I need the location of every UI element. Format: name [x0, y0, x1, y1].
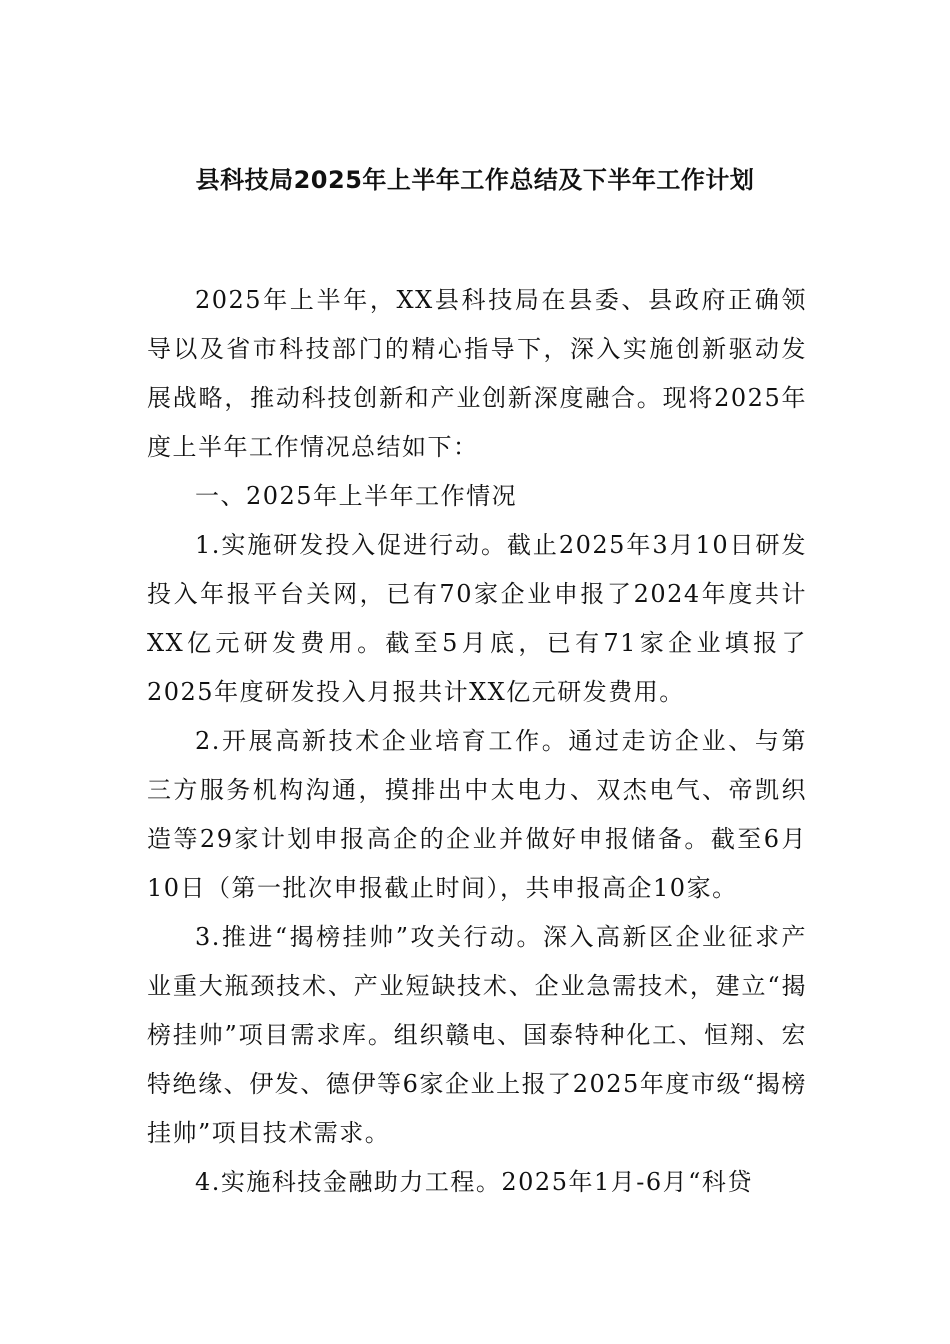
document-body [147, 276, 807, 1207]
paragraph-item-4: 4.实施科技金融助力工程。2025年1月-6月“科贷 [195, 1168, 753, 1196]
paragraph-item-1: 1.实施研发投入促进行动。截止2025年3月10日研发投入年报平台关网，已有70家企业申报了2024年度共计XX亿元研发费用。截至5月底，已有71家企业填报了2025年度研发投入月报共计XX亿元研发费用。 [147, 531, 807, 706]
paragraph-item-3: 3.推进“揭榜挂帅”攻关行动。深入高新区企业征求产业重大瓶颈技术、产业短缺技术、企业急需技术，建立“揭榜挂帅”项目需求库。组织赣电、国泰特种化工、恒翔、宏特绝缘、伊发、德伊等6家企业上报了2025年度市级“揭榜挂帅”项目技术需求。 [147, 923, 807, 1147]
paragraph-item-2: 2.开展高新技术企业培育工作。通过走访企业、与第三方服务机构沟通，摸排出中太电力、双杰电气、帝凯织造等29家计划申报高企的企业并做好申报储备。截至6月10日（第一批次申报截止时间），共申报高企10家。 [147, 727, 807, 902]
intro-paragraph: 2025年上半年，XX县科技局在县委、县政府正确领导以及省市科技部门的精心指导下，深入实施创新驱动发展战略，推动科技创新和产业创新深度融合。现将2025年度上半年工作情况总结如下： [147, 286, 807, 461]
document-title: 县科技局2025年上半年工作总结及下半年工作计划 [195, 166, 755, 194]
section-heading-1: 一、2025年上半年工作情况 [195, 482, 518, 510]
